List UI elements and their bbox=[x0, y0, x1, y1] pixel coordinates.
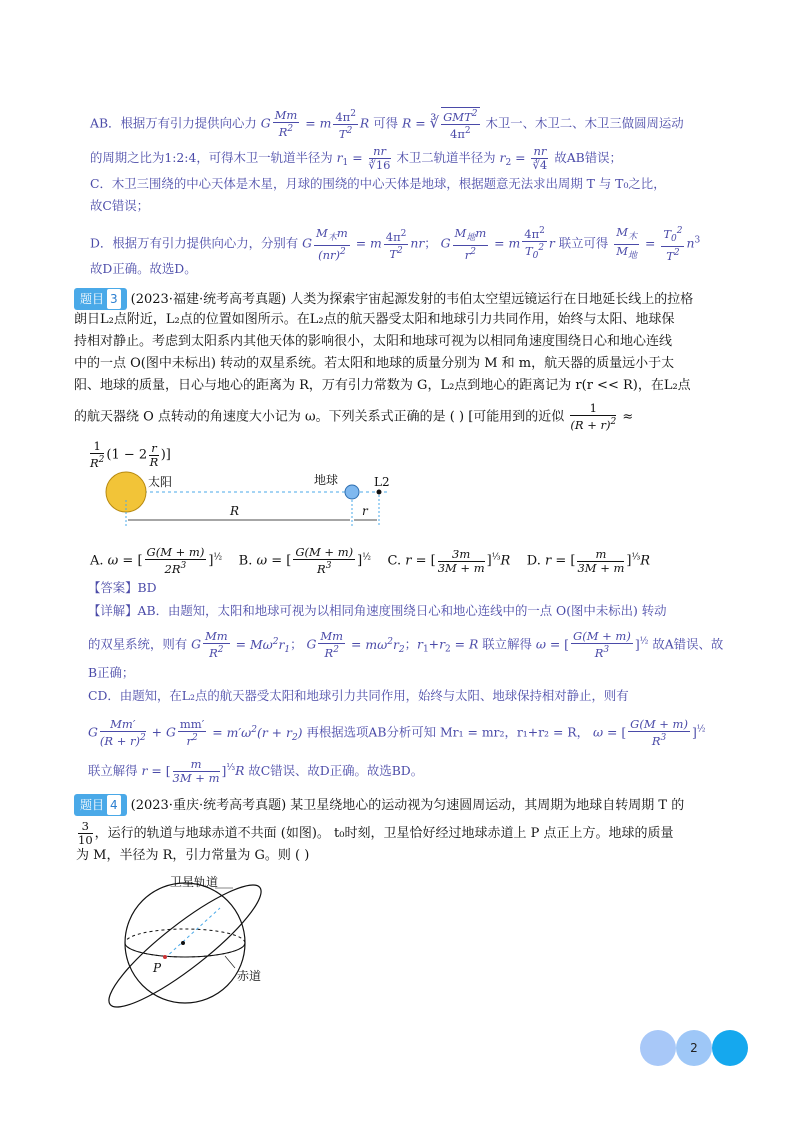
q3-line6-prefix: 的航天器绕 O 点转动的角速度大小记为 ω。下列关系式正确的是 ( ) [可能用到的近似 bbox=[74, 409, 565, 425]
q3-detail-line2-prefix: 的双星系统，则有 bbox=[88, 636, 188, 652]
q4-badge: 题目 4 bbox=[74, 794, 127, 816]
q3-line1-text: (2023·福建·统考高考真题) 人类为探索宇宙起源发射的韦伯太空望远镜运行在日地延长线上的拉格 bbox=[130, 292, 694, 307]
q3-line3: 持相对静止。考虑到太阳系内其他天体的影响很小，太阳和地球可视为以相同角速度围绕日心和地心连线 bbox=[74, 334, 673, 349]
sol-c-line2: 故C错误； bbox=[90, 198, 150, 213]
page-deco-right bbox=[712, 1030, 748, 1066]
option-a-label: A. bbox=[90, 553, 104, 569]
equator-label: 赤道 bbox=[237, 969, 262, 983]
earth-circle bbox=[345, 485, 359, 499]
earth-label: 地球 bbox=[314, 473, 339, 487]
sol-d-prefix: D．根据万有引力提供向心力，分别有 bbox=[90, 235, 299, 251]
q3-cd-line2: G $\frac{Mm'}{(R + r)^2}$ + G $\frac{mm'}{r^2}$ = $m'\omega^2(r + r_2)$ 再根据选项AB分析可知 Mr₁ = mr₂，r₁+r₂ = R， ω = [ $\frac{G(M + m)}{R^3}$ ]$^{\frac{1}{2}}$ bbox=[88, 717, 706, 748]
p-point bbox=[163, 955, 167, 959]
q3-detail-line2-suffix: 故A错误、故 bbox=[652, 636, 724, 652]
q4-number: 4 bbox=[107, 795, 121, 815]
sol-d-line1: D．根据万有引力提供向心力，分别有 G $\frac{M_木m}{(nr)^2}$ = m $\frac{4\pi^2}{T^2}$ nr； G $\frac{M_地m}{r^2}$ = m $\frac{4\pi^2}{T_0^2}$ r 联立可得 $\frac{M_木}{M_地}$ = $\frac{T_0^2}{T^2}$ $n^3$ bbox=[90, 224, 701, 263]
sol-ab-prefix: AB．根据万有引力提供向心力 bbox=[90, 115, 257, 131]
q3-line6: 的航天器绕 O 点转动的角速度大小记为 ω。下列关系式正确的是 ( ) [可能用到的近似 $\frac{1}{(R + r)^2}$ ≈ bbox=[74, 401, 634, 432]
equator-front bbox=[125, 943, 245, 957]
q4-line2: $\frac{3}{10}$ ，运行的轨道与地球赤道不共面 (如图)。 t₀时刻，卫星恰好经过地球赤道上 P 点正上方。地球的质量 bbox=[78, 819, 674, 847]
sol-ab-line2-prefix: 的周期之比为1:2:4，可得木卫一轨道半径为 bbox=[90, 150, 333, 165]
q4-line3: 为 M，半径为 R，引力常量为 G。则 ( ) bbox=[76, 848, 310, 863]
sol-c-line1: C．木卫三围绕的中心天体是木星，月球的围绕的中心天体是地球，根据题意无法求出周期 T 与 T₀之比， bbox=[90, 176, 666, 191]
q3-cd-line2-mid: 再根据选项AB分析可知 Mr₁ = mr₂，r₁+r₂ = R， bbox=[306, 724, 589, 740]
q3-badge: 题目 3 bbox=[74, 288, 127, 310]
q3-detail-line2-mid: 联立解得 bbox=[482, 636, 532, 652]
sol-ab-line1: AB．根据万有引力提供向心力 G $\frac{Mm}{R^2}$ = m $\frac{4\pi^2}{T^2}$ R 可得 R = ∛ $\frac{GMT^2}{4\pi^2}$ 木卫一、木卫二、木卫三做圆周运动 bbox=[90, 108, 684, 141]
page-number: 2 bbox=[676, 1030, 712, 1066]
sol-ab-suffix: 木卫一、木卫二、木卫三做圆周运动 bbox=[485, 115, 684, 131]
q3-cd-line3: 联立解得 r = [ $\frac{m}{3M + m}$ ]$^{\frac{1}{3}}$R 故C错误、故D正确。故选BD。 bbox=[88, 757, 424, 785]
r-label: r bbox=[362, 504, 368, 518]
q4-line1 bbox=[74, 794, 684, 816]
sol-ab-line2: 的周期之比为1:2:4，可得木卫一轨道半径为 $r_1$ = $\frac{nr}{∛16}$ 木卫二轨道半径为 $r_2$ = $\frac{nr}{∛4}$ 故AB错误； bbox=[90, 144, 622, 172]
sol-d-end: 故D正确。故选D。 bbox=[90, 261, 197, 276]
l2-point bbox=[377, 490, 382, 495]
page-deco-left bbox=[640, 1030, 676, 1066]
q3-detail-line3: B正确； bbox=[88, 665, 135, 680]
sol-ab-line2-mid: 木卫二轨道半径为 bbox=[396, 150, 496, 165]
R-label: R bbox=[230, 504, 240, 518]
sol-ab-line2-suffix: 故AB错误； bbox=[554, 150, 622, 165]
q3-line4: 中的一点 O(图中未标出) 转动的双星系统。若太阳和地球的质量分别为 M 和 m，航天器的质量远小于太 bbox=[74, 356, 675, 371]
l2-label: L2 bbox=[374, 475, 390, 489]
q3-cd-line3-prefix: 联立解得 bbox=[88, 763, 138, 778]
q3-figure bbox=[100, 470, 400, 530]
option-b-label: B. bbox=[238, 553, 253, 569]
option-d-label: D. bbox=[526, 553, 541, 569]
q3-number: 3 bbox=[107, 289, 121, 309]
sol-ab-mid: 可得 bbox=[373, 115, 398, 131]
q3-cd-line3-suffix: 故C错误、故D正确。故选BD。 bbox=[248, 763, 424, 778]
satellite-orbit bbox=[97, 870, 274, 1008]
p-label: P bbox=[153, 961, 162, 975]
option-c-label: C. bbox=[387, 553, 402, 569]
earth-center bbox=[181, 941, 185, 945]
q4-figure bbox=[95, 868, 295, 1008]
q3-detail-line2: 的双星系统，则有 G $\frac{Mm}{R^2}$ = $M\omega^2r_1$； G $\frac{Mm}{R^2}$ = $m\omega^2r_2$；$r_1+r_2 = R$ 联立解得 ω = [ $\frac{G(M + m)}{R^3}$ ]$^{\frac{1}{2}}$ 故A错误、故 bbox=[88, 629, 724, 660]
q4-line2-text: ，运行的轨道与地球赤道不共面 (如图)。 t₀时刻，卫星恰好经过地球赤道上 P 点正上方。地球的质量 bbox=[94, 826, 674, 841]
q3-cd-line1: CD．由题知，在L₂点的航天器受太阳和地球引力共同作用，始终与太阳、地球保持相对静止，则有 bbox=[88, 688, 629, 703]
q4-line1-text: (2023·重庆·统考高考真题) 某卫星绕地心的运动视为匀速圆周运动，其周期为地球自转周期 T 的 bbox=[130, 798, 685, 813]
q3-options: A. ω = [ $\frac{G(M + m)}{2R^3}$ ]$^{\frac{1}{2}}$ B. ω = [ $\frac{G(M + m)}{R^3}$ ]$^{\frac{1}{2}}$ C. r = [ $\frac{3m}{3M + m}$ ]$^{\frac{1}{3}}$R D. r = [ $\frac{m}{3M + m}$ ]$^{\frac{1}{3}}$R bbox=[90, 545, 651, 576]
sun-label: 太阳 bbox=[148, 475, 173, 489]
orbit-label: 卫星轨道 bbox=[170, 875, 219, 889]
q3-line5: 阳、地球的质量，日心与地心的距离为 R，万有引力常数为 G，L₂点到地心的距离记为 r(r << R)，在L₂点 bbox=[74, 378, 691, 393]
q3-approx: $\frac{1}{R^2}$ (1 − 2 $\frac{r}{R}$ )] bbox=[90, 439, 171, 470]
q3-answer: 【答案】BD bbox=[88, 580, 157, 595]
q3-detail-head: 【详解】AB．由题知，太阳和地球可视为以相同角速度围绕日心和地心连线中的一点 O(图中未标出) 转动 bbox=[88, 603, 667, 618]
q3-line1 bbox=[74, 288, 693, 310]
q3-line2: 朗日L₂点附近，L₂点的位置如图所示。在L₂点的航天器受太阳和地球引力共同作用，始终与太阳、地球保 bbox=[74, 312, 675, 327]
sol-d-mid: 联立可得 bbox=[558, 235, 609, 251]
